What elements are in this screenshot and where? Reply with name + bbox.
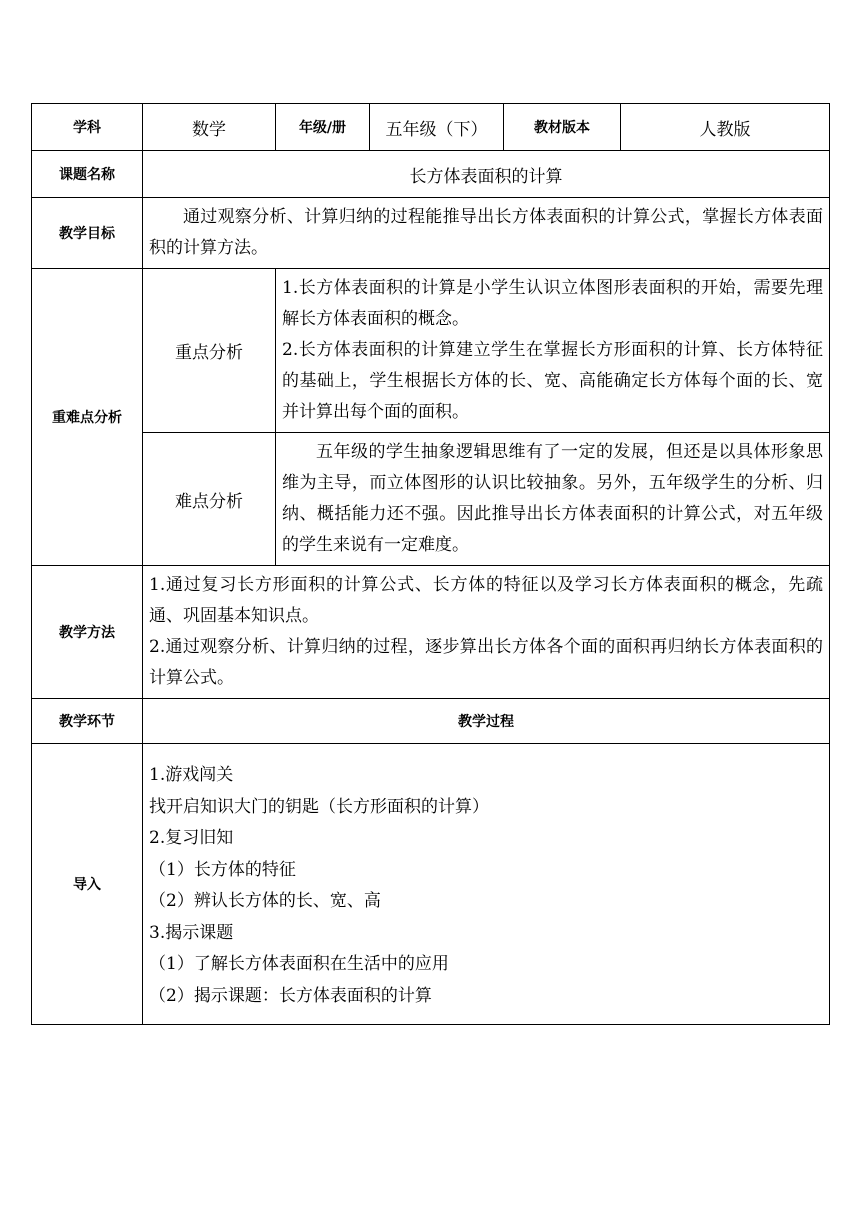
intro-content (143, 744, 830, 1025)
difficulty-analysis-text: 五年级的学生抽象逻辑思维有了一定的发展，但还是以具体形象思维为主导，而立体图形的认识比较抽象。另外，五年级学生的分析、归纳、概括能力还不强。因此推导出长方体表面积的计算公式，对五年级的学生来说有一定难度。 (276, 433, 830, 566)
key-analysis-line-1: 1.长方体表面积的计算是小学生认识立体图形表面积的开始，需要先理解长方体表面积的概念。 (282, 278, 823, 329)
process-section-label: 教学环节 (32, 699, 143, 744)
key-analysis-row (32, 269, 830, 433)
topic-label: 课题名称 (32, 151, 143, 198)
intro-line: 2.复习旧知 (149, 828, 234, 848)
intro-row (32, 744, 830, 1025)
subject-value: 数学 (143, 104, 276, 151)
key-analysis-line-2: 2.长方体表面积的计算建立学生在掌握长方形面积的计算、长方体特征的基础上，学生根据长方体的长、宽、高能确定长方体每个面的长、宽并计算出每个面的面积。 (282, 340, 823, 422)
method-label: 教学方法 (32, 566, 143, 699)
edition-label: 教材版本 (504, 104, 621, 151)
method-line-1: 1.通过复习长方形面积的计算公式、长方体的特征以及学习长方体表面积的概念，先疏通、巩固基本知识点。 (149, 575, 823, 626)
intro-line: （1）长方体的特征 (149, 859, 296, 880)
objective-label: 教学目标 (32, 198, 143, 269)
intro-line: （2）揭示课题：长方体表面积的计算 (149, 985, 432, 1006)
lesson-plan-table (31, 103, 830, 1025)
difficulty-analysis-row (32, 433, 830, 566)
intro-line: （2）辨认长方体的长、宽、高 (149, 891, 381, 911)
objective-row (32, 198, 830, 269)
grade-value: 五年级（下） (370, 104, 504, 151)
intro-line: 1.游戏闯关 (149, 765, 234, 785)
edition-value: 人教版 (621, 104, 830, 151)
intro-label: 导入 (32, 744, 143, 1025)
process-header-row (32, 699, 830, 744)
intro-line: 找开启知识大门的钥匙（长方形面积的计算） (149, 796, 489, 817)
topic-row (32, 151, 830, 198)
objective-text: 通过观察分析、计算归纳的过程能推导出长方体表面积的计算公式，掌握长方体表面积的计算方法。 (143, 198, 830, 269)
subject-label: 学科 (32, 104, 143, 151)
method-text (143, 566, 830, 699)
key-analysis-text (276, 269, 830, 433)
header-row (32, 104, 830, 151)
topic-value: 长方体表面积的计算 (143, 151, 830, 198)
method-row (32, 566, 830, 699)
grade-label: 年级/册 (276, 104, 370, 151)
key-analysis-label: 重点分析 (143, 269, 276, 433)
process-title: 教学过程 (143, 699, 830, 744)
difficulty-analysis-label: 难点分析 (143, 433, 276, 566)
intro-line: 3.揭示课题 (149, 922, 234, 943)
analysis-label: 重难点分析 (32, 269, 143, 566)
method-line-2: 2.通过观察分析、计算归纳的过程，逐步算出长方体各个面的面积再归纳长方体表面积的计算公式。 (149, 637, 823, 688)
intro-line: （1）了解长方体表面积在生活中的应用 (149, 954, 449, 974)
